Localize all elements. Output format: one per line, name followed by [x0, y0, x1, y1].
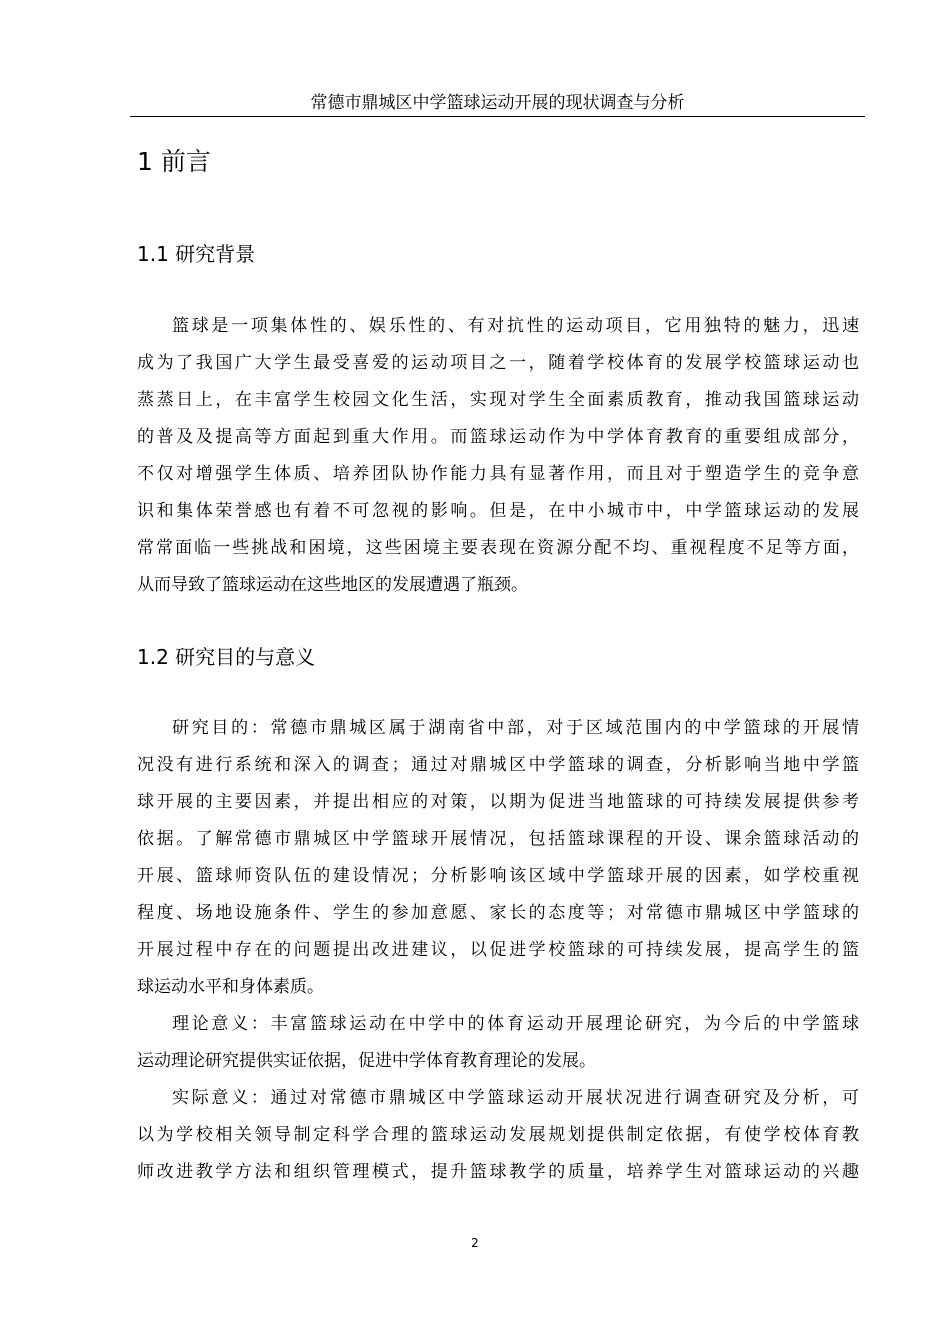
paragraph-line: 实际意义：通过对常德市鼎城区中学篮球运动开展状况进行调查研究及分析，可	[172, 1088, 859, 1108]
paragraph-line: 不仅对增强学生体质、培养团队协作能力具有显著作用，而且对于塑造学生的竞争意	[137, 464, 859, 484]
running-header: 常德市鼎城区中学篮球运动开展的现状调查与分析	[130, 92, 865, 117]
paragraph-line: 以为学校相关领导制定科学合理的篮球运动发展规划提供制定依据，有使学校体育教	[137, 1125, 859, 1145]
section-heading-1-2: 1.2 研究目的与意义	[137, 645, 316, 669]
paragraph-line: 的普及及提高等方面起到重大作用。而篮球运动作为中学体育教育的重要组成部分，	[137, 427, 859, 447]
theory-paragraph	[137, 1006, 859, 1080]
paragraph-line: 依据。了解常德市鼎城区中学篮球开展情况，包括篮球课程的开设、课余篮球活动的	[137, 829, 859, 849]
paragraph-line: 研究目的：常德市鼎城区属于湖南省中部，对于区域范围内的中学篮球的开展情	[172, 718, 859, 738]
purpose-paragraph	[137, 710, 859, 1006]
background-paragraph	[137, 308, 859, 604]
paragraph-line: 从而导致了篮球运动在这些地区的发展遭遇了瓶颈。	[137, 575, 528, 595]
paragraph-line: 常常面临一些挑战和困境，这些困境主要表现在资源分配不均、重视程度不足等方面，	[137, 538, 859, 558]
paragraph-line: 成为了我国广大学生最受喜爱的运动项目之一，随着学校体育的发展学校篮球运动也	[137, 353, 859, 373]
paragraph-line: 况没有进行系统和深入的调查；通过对鼎城区中学篮球的调查，分析影响当地中学篮	[137, 755, 859, 775]
paragraph-line: 理论意义：丰富篮球运动在中学中的体育运动开展理论研究，为今后的中学篮球	[172, 1014, 859, 1034]
paragraph-line: 开展、篮球师资队伍的建设情况；分析影响该区域中学篮球开展的因素，如学校重视	[137, 866, 859, 886]
paragraph-line: 球运动水平和身体素质。	[137, 977, 324, 997]
paragraph-line: 识和集体荣誉感也有着不可忽视的影响。但是，在中小城市中，中学篮球运动的发展	[137, 501, 859, 521]
page-number: 2	[471, 1236, 479, 1250]
paragraph-line: 开展过程中存在的问题提出改进建议，以促进学校篮球的可持续发展，提高学生的篮	[137, 940, 859, 960]
section-heading-1-1: 1.1 研究背景	[137, 242, 256, 266]
paragraph-line: 蒸蒸日上，在丰富学生校园文化生活，实现对学生全面素质教育，推动我国篮球运动	[137, 390, 859, 410]
practical-paragraph	[137, 1080, 859, 1191]
section-heading-1: 1 前言	[137, 147, 211, 176]
paragraph-line: 程度、场地设施条件、学生的参加意愿、家长的态度等；对常德市鼎城区中学篮球的	[137, 903, 859, 923]
paragraph-line: 师改进教学方法和组织管理模式，提升篮球教学的质量，培养学生对篮球运动的兴趣	[137, 1162, 859, 1182]
paragraph-line: 篮球是一项集体性的、娱乐性的、有对抗性的运动项目，它用独特的魅力，迅速	[172, 316, 859, 336]
paragraph-line: 球开展的主要因素，并提出相应的对策，以期为促进当地篮球的可持续发展提供参考	[137, 792, 859, 812]
paragraph-line: 运动理论研究提供实证依据，促进中学体育教育理论的发展。	[137, 1051, 596, 1071]
